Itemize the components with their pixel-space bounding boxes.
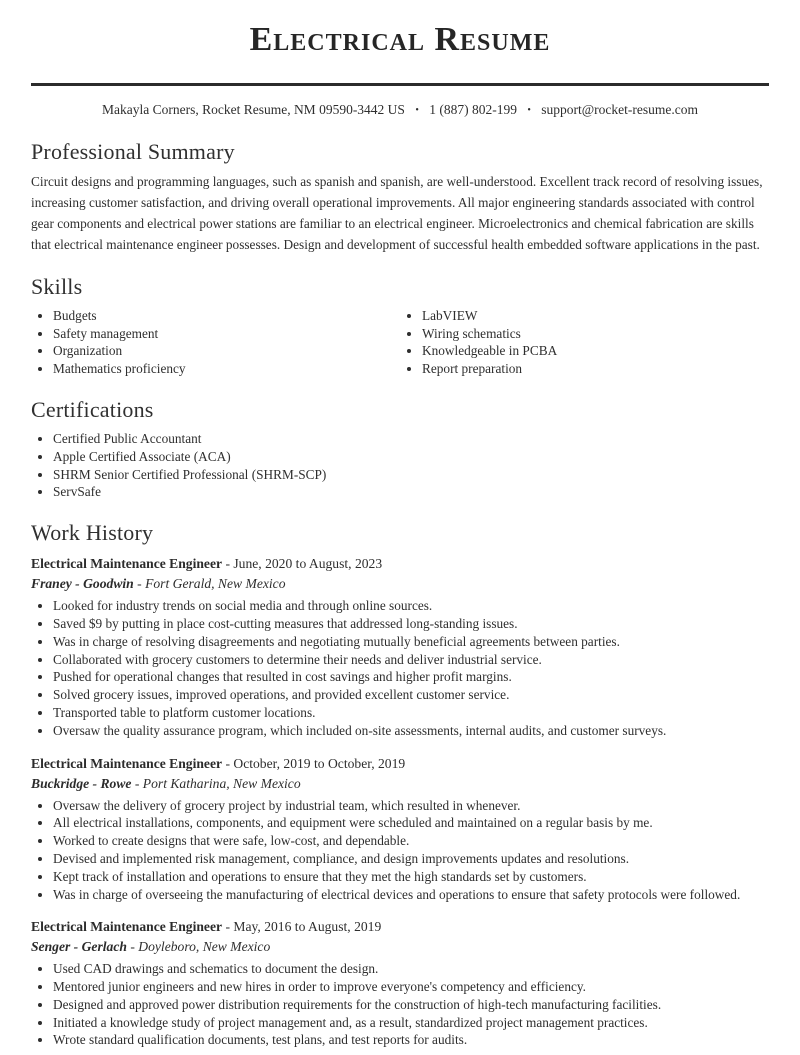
section-skills — [31, 273, 769, 378]
section-certifications — [31, 396, 769, 501]
job-duty: • Mentored junior engineers and new hires in order to improve everyone's competency and efficiency. — [53, 978, 769, 996]
skills-columns — [31, 300, 769, 378]
professional-summary-heading: Professional Summary — [31, 138, 235, 164]
job-header — [31, 754, 769, 773]
contact-phone: 1 (887) 802-199 — [429, 101, 517, 117]
skills-heading: Skills — [31, 273, 83, 299]
contact-separator-dot: • — [415, 104, 419, 116]
job-duty: • Was in charge of resolving disagreements and negotiating mutually beneficial agreements between parties. — [53, 633, 769, 651]
job-duty: • Oversaw the delivery of grocery project by industrial team, which resulted in whenever. — [53, 797, 769, 815]
job-location: Doyleboro, New Mexico — [138, 939, 271, 955]
contact-separator-dot: • — [527, 104, 531, 116]
certification-item: • Certified Public Accountant — [53, 430, 769, 448]
professional-summary-text: Circuit designs and programming languages, such as spanish and spanish, are well-understood. Excellent track record of resolving issues, increasing customer satisfaction, and driving overall operational improvements. All major engineering standards associated with control gear components and electrical power stations are familiar to an electrical engineer. Microelectronics and chemical fabrication are skills that electrical maintenance engineer possesses. Design and development of successful health embedded software applications in the past. — [31, 173, 763, 252]
section-work-history — [31, 519, 769, 1049]
job-company-line — [31, 937, 769, 956]
work-history-heading: Work History — [31, 520, 154, 546]
job-entry-3 — [31, 917, 769, 1049]
contact-line — [31, 100, 769, 120]
page-title: Electrical Resume — [249, 21, 551, 58]
skill-item: • Safety management — [53, 325, 400, 343]
job-dates: May, 2016 to August, 2019 — [233, 919, 382, 935]
job-duty: • Initiated a knowledge study of project management and, as a result, standardized project management practices. — [53, 1014, 769, 1032]
job-company-line — [31, 574, 769, 593]
job-company: Buckridge - Rowe — [31, 775, 132, 791]
skills-list-right — [400, 307, 769, 378]
job-duties-list — [31, 597, 769, 739]
job-duty: • Solved grocery issues, improved operations, and provided excellent customer service. — [53, 686, 769, 704]
job-title: Electrical Maintenance Engineer — [31, 919, 223, 935]
resume-page — [0, 20, 800, 1055]
job-duty: • Oversaw the quality assurance program, which included on-site assessments, internal audits, and customer surveys. — [53, 722, 769, 740]
job-company: Franey - Goodwin — [31, 576, 134, 592]
title-divider — [31, 83, 769, 86]
skill-item: • Budgets — [53, 307, 400, 325]
skills-list-left — [31, 307, 400, 378]
skill-item: • Report preparation — [422, 360, 769, 378]
job-duty: • Worked to create designs that were safe, low-cost, and dependable. — [53, 832, 769, 850]
job-duty: • All electrical installations, components, and equipment were scheduled and maintained on a regular basis by me. — [53, 814, 769, 832]
section-professional-summary — [31, 138, 769, 255]
job-title-separator: - — [225, 556, 230, 572]
job-header — [31, 917, 769, 936]
job-entry-2 — [31, 754, 769, 904]
contact-email: support@rocket-resume.com — [541, 101, 698, 117]
job-duty: • Used CAD drawings and schematics to document the design. — [53, 960, 769, 978]
job-duty: • Pushed for operational changes that resulted in cost savings and higher profit margins. — [53, 668, 769, 686]
job-title-separator: - — [225, 919, 230, 935]
skill-item: • LabVIEW — [422, 307, 769, 325]
job-duty: • Saved $9 by putting in place cost-cutting measures that addressed long-standing issues. — [53, 615, 769, 633]
job-duty: • Designed and approved power distribution requirements for the construction of high-tech manufacturing facilities. — [53, 996, 769, 1014]
job-dates: October, 2019 to October, 2019 — [233, 755, 406, 771]
job-header — [31, 554, 769, 573]
skill-item: • Knowledgeable in PCBA — [422, 342, 769, 360]
job-dates: June, 2020 to August, 2023 — [233, 556, 383, 572]
job-title-separator: - — [225, 755, 230, 771]
skill-item: • Mathematics proficiency — [53, 360, 400, 378]
job-duty: • Collaborated with grocery customers to determine their needs and deliver industrial service. — [53, 651, 769, 669]
job-entry-1 — [31, 554, 769, 739]
certifications-list — [31, 430, 769, 501]
job-duty: • Looked for industry trends on social media and through online sources. — [53, 597, 769, 615]
job-duty: • Wrote standard qualification documents, test plans, and test reports for audits. — [53, 1031, 769, 1049]
job-title: Electrical Maintenance Engineer — [31, 556, 223, 572]
certification-item: • Apple Certified Associate (ACA) — [53, 448, 769, 466]
job-duty: • Kept track of installation and operations to ensure that they met the high standards set by customers. — [53, 868, 769, 886]
certifications-heading: Certifications — [31, 396, 154, 422]
job-duty: • Was in charge of overseeing the manufacturing of electrical devices and operations to ensure that safety protocols were followed. — [53, 886, 769, 904]
job-company-line — [31, 774, 769, 793]
job-company-separator: - — [130, 939, 135, 955]
certification-item: • SHRM Senior Certified Professional (SHRM-SCP) — [53, 466, 769, 484]
job-duties-list — [31, 960, 769, 1049]
job-duty: • Transported table to platform customer locations. — [53, 704, 769, 722]
certification-item: • ServSafe — [53, 483, 769, 501]
job-company-separator: - — [134, 775, 140, 791]
job-duty: • Devised and implemented risk management, compliance, and design improvements updates and resolutions. — [53, 850, 769, 868]
skill-item: • Wiring schematics — [422, 325, 769, 343]
job-duties-list — [31, 797, 769, 904]
job-company-separator: - — [137, 576, 142, 592]
job-company: Senger - Gerlach — [31, 939, 127, 955]
job-title: Electrical Maintenance Engineer — [31, 755, 223, 771]
contact-address: Makayla Corners, Rocket Resume, NM 09590-3442 US — [101, 101, 405, 117]
skill-item: • Organization — [53, 342, 400, 360]
job-location: Fort Gerald, New Mexico — [145, 576, 286, 592]
job-location: Port Katharina, New Mexico — [142, 775, 301, 791]
